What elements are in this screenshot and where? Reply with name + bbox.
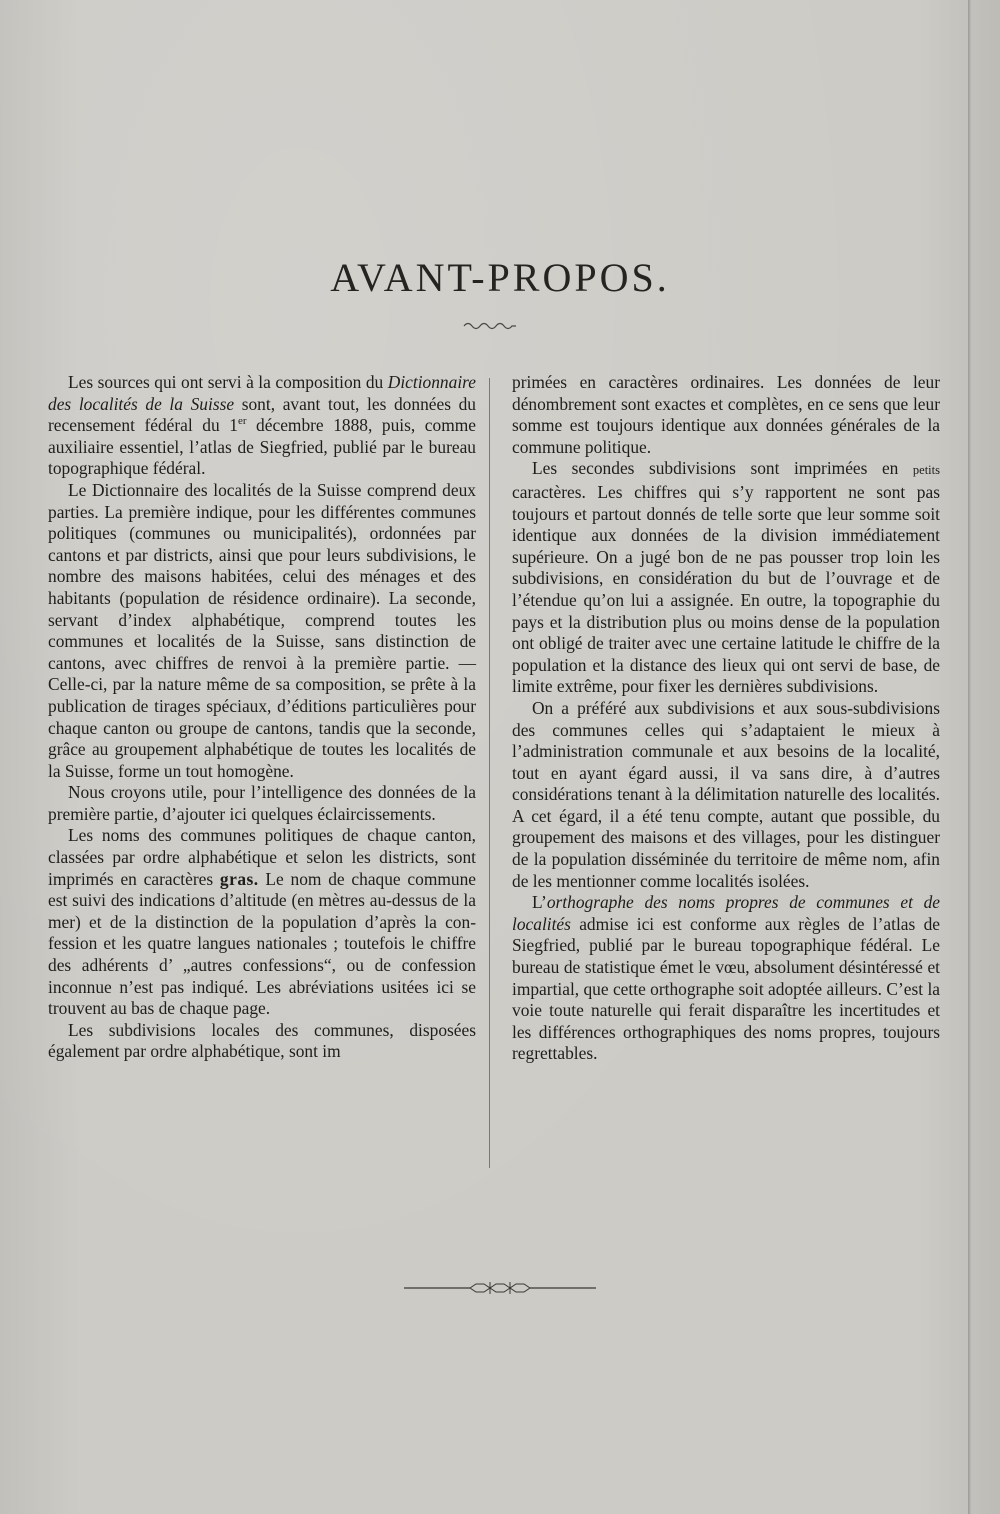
text-run: Les noms des communes politiques de chaque canton, classées par ordre alphabétique et selon les districts, sont imprimés en caractères <box>48 825 476 889</box>
text-run: caractères. Les chiffres qui s’y rapportent ne sont pas toujours et partout donnés de telle sorte que leur somme soit identique aux données de la division immédiatement supérieure. On a jugé bon de ne pas pousser trop loin les subdivisions, en considération du but de l’ouvrage et de l’étendue qu’on lui a assignée. En outre, la topographie du pays et la distribution plus ou moins dense de la population ont obligé de traiter avec une certaine latitude le chiffre de la population et la distance des lieux qui ont servi de base, de limite extrême, pour fixer les dernières subdivisions. <box>512 481 940 697</box>
paragraph-local-subdivisions: Les subdivisions locales des communes, disposées également par ordre alphabétique, sont im <box>48 1019 476 1062</box>
bold-word: gras. <box>219 868 259 889</box>
superscript: er <box>237 415 247 428</box>
right-column <box>512 372 940 1065</box>
binding-edge <box>968 0 971 1514</box>
text-run: Le nom de chaque commune est suivi des indications d’altitude (en mètres au-dessus de la mer) et de la distinction de la population d’après la confession et les quatre langues nationales ; toutefois le chiffre des adhérents d’ „autres confessions“, ou de confession inconnue n’est pas indiqué. Les abréviations usitées ici se trouvent au bas de chaque page. <box>48 868 476 1019</box>
paragraph-preference: On a préféré aux subdivisions et aux sous-subdivisions des communes celles qui s’adaptaient le mieux à l’administration communale et aux besoins de la localité, tout en ayant égard aussi, il va sans dire, à d’autres considérations tenant à la délimitation naturelle des localités. A cet égard, il a été tenu compte, autant que possible, du groupement des maisons et des villages, pour les distinguer de la population disséminée du territoire de même nom, afin de les mentionner comme localités isolées. <box>512 697 940 891</box>
left-column <box>48 372 476 1063</box>
paragraph-second-subdivisions <box>512 458 940 698</box>
text-run: décembre 1888, puis, comme auxiliaire essentiel, l’atlas de Siegfried, publié par le bureau topographique fédéral. <box>48 415 476 479</box>
book-title-italic: Dictionnaire des localités de la Suisse <box>48 372 476 414</box>
orthography-italic: orthographe des noms propres de communes et de localités <box>512 892 940 934</box>
small-caps-word: petits <box>912 463 940 478</box>
text-run: Les sources qui ont servi à la composition du <box>68 372 388 392</box>
paragraph-orthography <box>512 892 940 1065</box>
column-divider <box>489 378 490 1168</box>
text-run: admise ici est conforme aux règles de l’atlas de Siegfried, publié par le bureau topographique fédéral. Le bureau de statistique émet le vœu, absolument désintéressé et impartial, que cette orthographe soit adoptée ailleurs. C’est la voie toute naturelle qui ferait disparaître les incertitudes et les différences orthographiques des noms propres, toujours regrettables. <box>512 913 940 1064</box>
title-flourish-icon <box>462 318 518 332</box>
paragraph-continued: primées en caractères ordinaires. Les données de leur dénombrement sont exactes et complètes, en ce sens que leur somme est toujours identique aux données générales de la commune politique. <box>512 372 940 457</box>
page-title: AVANT-PROPOS. <box>330 255 670 300</box>
text-run: Les secondes subdivisions sont imprimées en <box>532 458 913 479</box>
paragraph-sources <box>48 372 476 480</box>
paragraph-clarifications: Nous croyons utile, pour l’intelligence des données de la première partie, d’ajouter ici quelques éclaircissements. <box>48 782 476 824</box>
paragraph-two-parts: Le Dictionnaire des localités de la Suisse comprend deux parties. La première indique, pour les différentes communes politiques (communes ou municipalités), ordonnées par cantons et par districts, ainsi que pour leurs subdivisions, le nombre des maisons habitées, celui des ménages et des habitants (population de résidence ordinaire). La seconde, servant d’index alphabétique, comprend toutes les communes et localités de la Suisse, sans distinction de cantons, avec chiffres de renvoi à la première partie. — Celle-ci, par la nature même de sa composition, se prête à la publication de tirages spéciaux, d’éditions particulières pour chaque canton ou groupe de cantons, tandis que la seconde, grâce au groupement alphabétique de toutes les localités de la Suisse, forme un tout homogène. <box>48 479 476 781</box>
text-run: L’ <box>532 892 547 913</box>
end-flourish-icon <box>400 1280 600 1296</box>
text-run: sont, avant tout, les données du recensement fédéral du 1 <box>48 393 476 436</box>
paragraph-commune-names <box>48 825 476 1019</box>
